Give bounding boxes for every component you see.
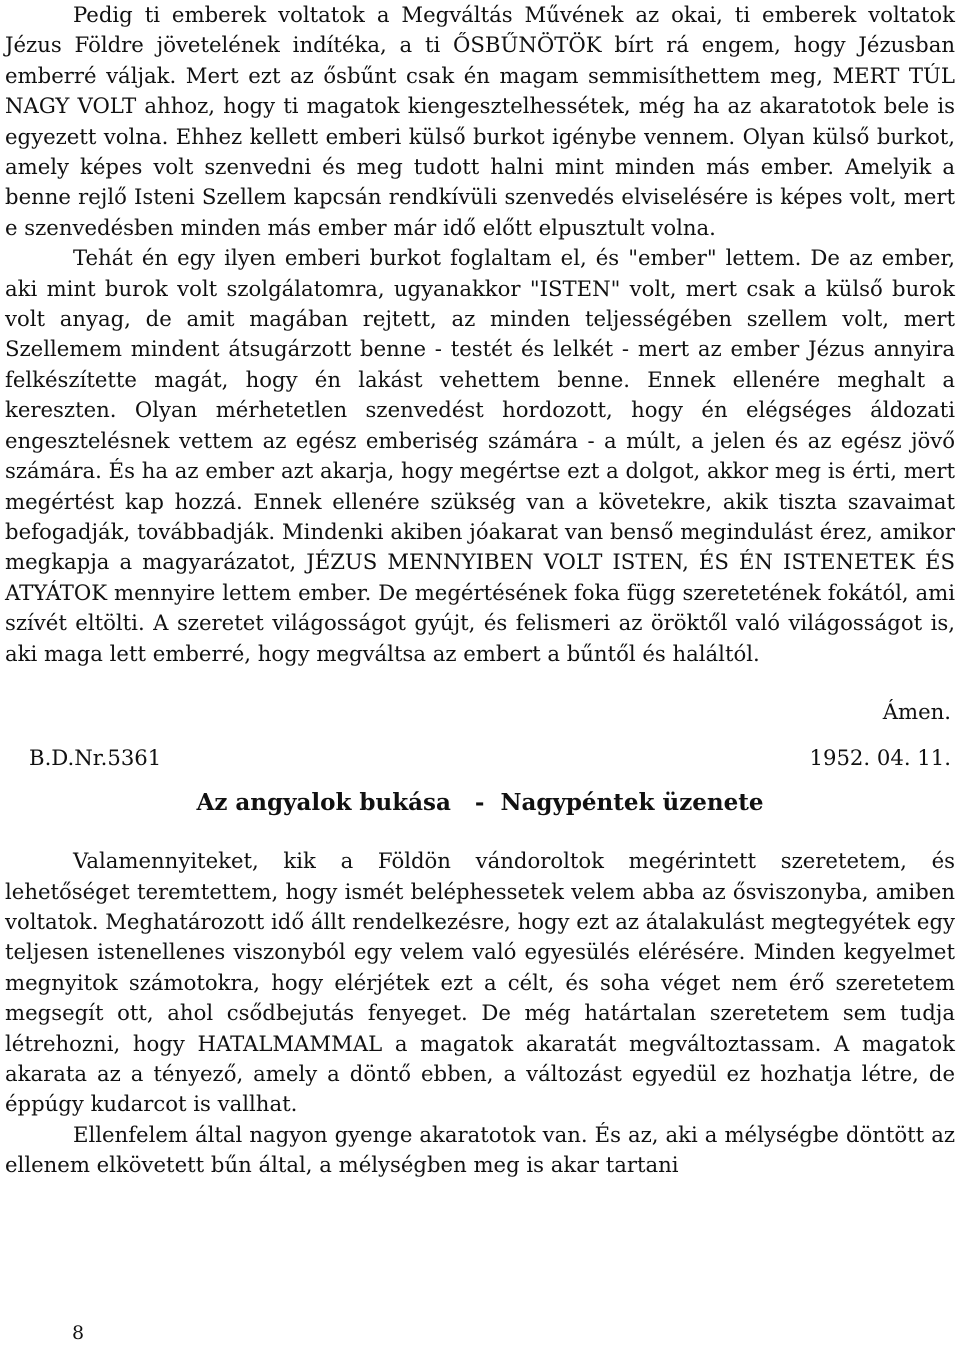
document-page: [5, 0, 955, 1181]
section-title: Az angyalok bukása - Nagypéntek üzenete: [196, 788, 764, 816]
reference-line: [5, 743, 955, 773]
closing-amen: Ámen.: [882, 698, 951, 724]
reference-number: B.D.Nr.5361: [29, 745, 162, 771]
body-paragraph: Tehát én egy ilyen emberi burkot foglaltam el, és "ember" lettem. De az ember, aki mint burok volt szolgálatomra, ugyanakkor "ISTEN" volt, mert csak a külső burok volt anyag, de amit magában rejtett, az minden teljességében szellem volt, mert Szellemem mindent átsugárzott benne - testét és lelkét - mert az ember Jézus annyira felkészítette magát, hogy én lakást vehettem benne. Ennek ellenére meghalt a kereszten. Olyan mérhetetlen szenvedést hordozott, hogy én elégséges áldozati engesztelésnek vettem az egész emberiség számára - a múlt, a jelen és az egész jövő számára. És ha az ember azt akarja, hogy megértse ezt a dolgot, akkor meg is érti, mert megértést kap hozzá. Ennek ellenére szükség van a követekre, akik tiszta szavaimat befogadják, továbbadják. Mindenki akiben jóakarat van benső megindulást érez, amikor megkapja a magyarázatot, JÉZUS MENNYIBEN VOLT ISTEN, ÉS ÉN ISTENETEK ÉS ATYÁTOK mennyire lettem ember. De megértésének foka függ szeretetének fokától, ami szívét eltölti. A szeretet világosságot gyújt, és felismeri az öröktől való világosságot is, aki maga lett emberré, hogy megváltsa az embert a bűntől és haláltól.: [5, 245, 955, 666]
body-paragraph: Valamennyiteket, kik a Földön vándoroltok megérintett szeretetem, és lehetőséget teremtettem, hogy ismét beléphessetek velem abba az ősviszonyba, amiben voltatok. Meghatározott idő állt rendelkezésre, hogy ezt az átalakulást megtegyétek egy teljesen istenellenes viszonyból egy velem való egyesülés elérésére. Minden kegyelmet megnyitok számotokra, hogy elérjétek ezt a célt, és soha véget nem érő szeretetem megsegít ott, ahol csődbejutás fenyeget. De még határtalan szeretetem sem tudja létrehozni, hogy HATALMAMMAL a magatok akaratát megváltoztassam. A magatok akarata az a tényező, amely a döntő ebben, a változást egyedül ez hozhatja létre, de éppúgy kudarcot is vallhat.: [5, 848, 955, 1117]
page-number: 8: [72, 1322, 85, 1344]
reference-date: 1952. 04. 11.: [809, 745, 951, 771]
body-paragraph: Pedig ti emberek voltatok a Megváltás Művének az okai, ti emberek voltatok Jézus Földre jövetelének indítéka, a ti ŐSBŰNÖTÖK bírt rá engem, hogy Jézusban emberré váljak. Mert ezt az ősbűnt csak én magam semmisíthettem meg, MERT TÚL NAGY VOLT ahhoz, hogy ti magatok kiengesztelhessétek, még ha az akaratotok bele is egyezett volna. Ehhez kellett emberi külső burkot igénybe vennem. Olyan külső burkot, amely képes volt szenvedni és meg tudott halni mint minden más ember. Amelyik a benne rejlő Isteni Szellem kapcsán rendkívüli szenvedés elviselésére is képes volt, mert e szenvedésben minden más ember már idő előtt elpusztult volna.: [5, 2, 955, 240]
body-paragraph: Ellenfelem által nagyon gyenge akaratotok van. És az, aki a mélységbe döntött az ellenem elkövetett bűn által, a mélységben meg is akar tartani: [5, 1121, 955, 1178]
